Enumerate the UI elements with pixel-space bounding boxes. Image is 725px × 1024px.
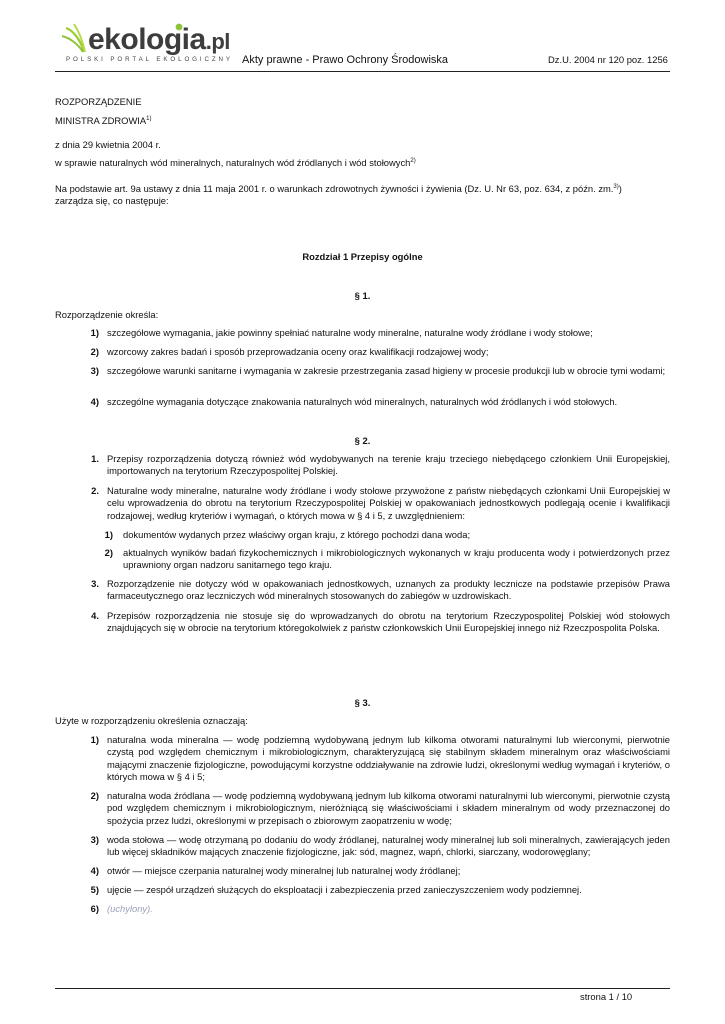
section-3-heading: § 3. bbox=[354, 697, 371, 708]
footer-divider bbox=[55, 988, 670, 989]
page-number: strona 1 / 10 bbox=[580, 991, 633, 1002]
leaf-icon bbox=[62, 24, 85, 52]
logo-text[interactable]: ekologia.pl bbox=[88, 23, 230, 56]
header-title: Akty prawne - Prawo Ochrony Środowiska bbox=[242, 54, 449, 66]
section-3-intro: Użyte w rozporządzeniu określenia oznaczają: bbox=[55, 715, 248, 726]
doc-date: z dnia 29 kwietnia 2004 r. bbox=[55, 139, 161, 150]
header-divider bbox=[55, 71, 670, 72]
doc-type: ROZPORZĄDZENIE bbox=[55, 96, 142, 107]
doc-basis: Na podstawie art. 9a ustawy z dnia 11 maja 2001 r. o warunkach zdrowotnych żywności i żywienia (Dz. U. Nr 63, poz. 634, z późn. zm.$^{3)}$) zarządza się, co następuje: bbox=[55, 183, 622, 207]
doc-authority: MINISTRA ZDROWIA$^{1)}$ bbox=[55, 115, 152, 126]
repealed-link[interactable]: (uchylony). bbox=[107, 903, 153, 914]
section-1-heading: § 1. bbox=[354, 290, 371, 301]
section-1-intro: Rozporządzenie określa: bbox=[55, 309, 159, 320]
header-reference: Dz.U. 2004 nr 120 poz. 1256 bbox=[548, 54, 668, 65]
logo-tagline: POLSKI PORTAL EKOLOGICZNY bbox=[66, 56, 233, 63]
chapter-title: Rozdział 1 Przepisy ogólne bbox=[302, 251, 423, 262]
section-2-heading: § 2. bbox=[354, 435, 371, 446]
doc-subject: w sprawie naturalnych wód mineralnych, naturalnych wód źródlanych i wód stołowych$^{2)}$ bbox=[55, 157, 416, 168]
